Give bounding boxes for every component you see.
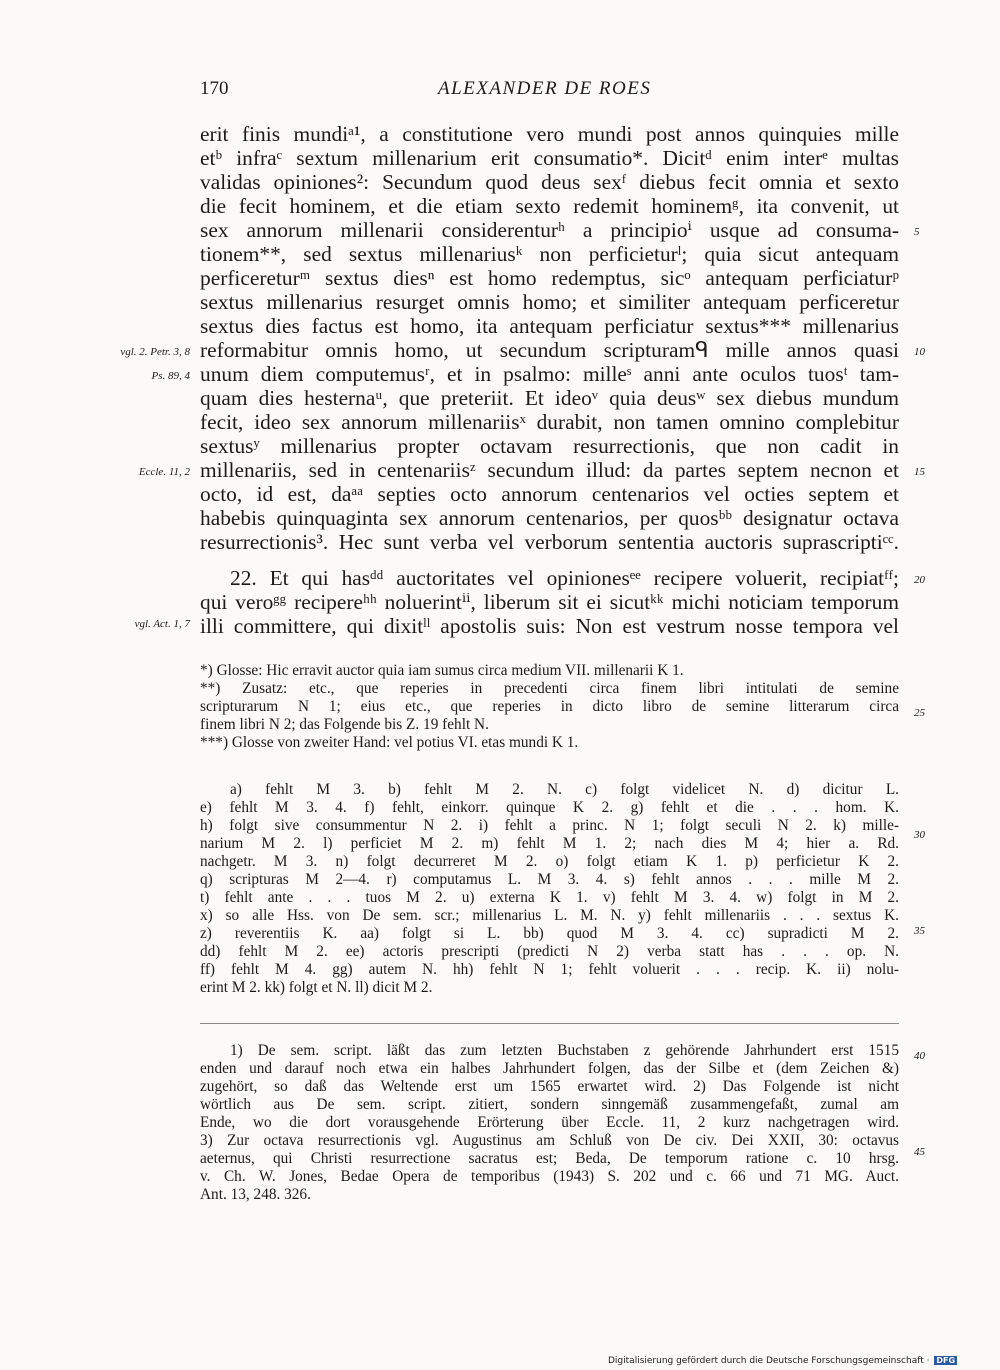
apparatus-line: a) fehlt M 3. b) fehlt M 2. N. c) folgt videlicet N. d) dicitur L. [230,781,899,798]
text-line: sex annorum millenarii considerenturʰ a principioⁱ usque ad consuma- [200,218,899,242]
text-line: erit finis mundiᵃ¹, a constitutione vero mundi post annos quinquies mille [200,122,899,146]
text-line: unum diem computemusʳ, et in psalmo: milleˢ anni ante oculos tuosᵗ tam- [200,362,899,386]
text-line: perficereturᵐ sextus diesⁿ est homo redemptus, sicᵒ antequam perficiaturᵖ [200,266,899,290]
note-line: wörtlich aus De sem. script. zitiert, sondern sinngemäß zusammengefaßt, zumal am [200,1096,899,1113]
apparatus-line: ff) fehlt M 4. gg) autem N. hh) fehlt N 1; fehlt voluerit . . . recip. K. ii) nolu- [200,961,899,978]
apparatus-line: t) fehlt ante . . . tuos M 2. u) externa K 1. v) fehlt M 3. 4. w) folgt in M 2. [200,889,899,906]
note-line: enden und darauf noch etwa ein halbes Jahrhundert folgen, das der Silbe et (dem Zeichen &) [200,1060,899,1077]
apparatus-line: z) reverentiis K. aa) folgt si L. bb) quod M 3. 4. cc) supradicti M 2. [200,925,899,942]
gloss-line: **) Zusatz: etc., que reperies in precedenti circa finem libri intitulati de semine [200,680,899,697]
line-number: 30 [914,829,925,841]
dfg-logo: DFG [936,1356,956,1365]
note-line: v. Ch. W. Jones, Bedae Opera de temporibus (1943) S. 202 und c. 66 und 71 MG. Auct. [200,1168,899,1185]
text-line: validas opiniones²: Secundum quod deus sexᶠ diebus fecit omnia et sexto [200,170,899,194]
text-line: 22. Et qui hasᵈᵈ auctoritates vel opinionesᵉᵉ recipere voluerit, recipiatᶠᶠ; [230,566,899,590]
margin-reference: vgl. 2. Petr. 3, 8 [120,346,190,358]
note-line: Ende, wo die dort vorausgehende Erörterung über Eccle. 11, 2 kurz nachgetragen wird. [200,1114,899,1131]
text-line: illi committere, qui dixitˡˡ apostolis suis: Non est vestrum nosse tempora vel [200,614,899,638]
apparatus-line: e) fehlt M 3. 4. f) fehlt, einkorr. quinque K 2. g) fehlt et die . . . hom. K. [200,799,899,816]
text-line: etᵇ infraᶜ sextum millenarium erit consumatio*. Dicitᵈ enim interᵉ multas [200,146,899,170]
note-line: zugehört, so daß das Weltende erst um 1565 erwartet wird. 2) Das Folgende ist nicht [200,1078,899,1095]
line-number: 45 [914,1146,925,1158]
note-line: aeternus, qui Christi resurrectione sacratus est; Beda, De temporum ratione c. 10 hrsg. [200,1150,899,1167]
text-line: octo, id est, daᵃᵃ septies octo annorum centenarios vel octies septem et [200,482,899,506]
line-number: 10 [914,346,925,358]
text-line: die fecit hominem, et die etiam sexto redemit hominemᵍ, ita convenit, ut [200,194,899,218]
note-line: 3) Zur octava resurrectionis vgl. Augustinus am Schluß von De civ. Dei XXII, 30: octavus [200,1132,899,1149]
apparatus-line: dd) fehlt M 2. ee) actoris prescripti (predicti N 2) verba statt has . . . op. N. [200,943,899,960]
line-number: 5 [914,226,920,238]
gloss-line: *) Glosse: Hic erravit auctor quia iam sumus circa medium VII. millenarii K 1. [200,662,684,679]
text-line: sextus dies factus est homo, ita antequam perficiatur sextus*** millenarius [200,314,899,338]
line-number: 15 [914,466,925,478]
text-line: fecit, ideo sex annorum millenariisˣ durabit, non tamen omnino complebitur [200,410,899,434]
note-line: Ant. 13, 248. 326. [200,1186,311,1203]
apparatus-line: x) so alle Hss. von De sem. scr.; millenarius L. M. N. y) fehlt millenariis . . . sextus K. [200,907,899,924]
text-line: quam dies hesternaᵘ, que preteriit. Et ideoᵛ quia deusʷ sex diebus mundum [200,386,899,410]
text-line: reformabitur omnis homo, ut secundum scripturamᑫ mille annos quasi [200,338,899,362]
text-line: tionem**, sed sextus millenariusᵏ non perficieturˡ; quia sicut antequam [200,242,899,266]
text-line: habebis quinquaginta sex annorum centenarios, per quosᵇᵇ designatur octava [200,506,899,530]
margin-reference: Ps. 89, 4 [151,370,190,382]
footer-credit: Digitalisierung gefördert durch die Deutsche Forschungsgemeinschaft · [608,1356,930,1366]
margin-reference: Eccle. 11, 2 [138,466,190,478]
gloss-line: scripturarum N 1; eius etc., que reperies in dicto libro de semine litterarum circa [200,698,899,715]
text-line: sextusʸ millenarius propter octavam resurrectionis, que non cadit in [200,434,899,458]
gloss-line: finem libri N 2; das Folgende bis Z. 19 fehlt N. [200,716,489,733]
note-line: 1) De sem. script. läßt das zum letzten Buchstaben z gehörende Jahrhundert erst 1515 [230,1042,899,1059]
line-number: 40 [914,1050,925,1062]
line-number: 35 [914,925,925,937]
apparatus-line: erint M 2. kk) folgt et N. ll) dicit M 2. [200,979,433,996]
footnote-divider [200,1023,899,1024]
gloss-line: ***) Glosse von zweiter Hand: vel potius VI. etas mundi K 1. [200,734,579,751]
margin-reference: vgl. Act. 1, 7 [134,618,190,630]
line-number: 25 [914,707,925,719]
line-number: 20 [914,574,925,586]
dfg-footer [608,1356,957,1366]
apparatus-line: narium M 2. l) perficiet M 2. m) fehlt M 1. 2; nach dies M 4; hier a. Rd. [200,835,899,852]
text-line: resurrectionis³. Hec sunt verba vel verborum sententia auctoris suprascriptiᶜᶜ. [200,530,899,554]
running-title: ALEXANDER DE ROES [438,78,652,99]
apparatus-line: q) scripturas M 2—4. r) computamus L. M 3. 4. s) fehlt annos . . . mille M 2. [200,871,899,888]
text-line: sextus millenarius resurget omnis homo; et similiter antequam perficeretur [200,290,899,314]
page-number: 170 [200,78,229,99]
apparatus-line: h) folgt sive consummentur N 2. i) fehlt a princ. N 1; folgt seculi N 2. k) mille- [200,817,899,834]
text-line: millenariis, sed in centenariisᶻ secundum illud: da partes septem necnon et [200,458,899,482]
apparatus-line: nachgetr. M 3. n) folgt decurreret M 2. o) folgt etiam K 1. p) perficietur K 2. [200,853,899,870]
text-line: qui veroᵍᵍ recipereʰʰ noluerintⁱⁱ, liberum sit ei sicutᵏᵏ michi noticiam temporum [200,590,899,614]
